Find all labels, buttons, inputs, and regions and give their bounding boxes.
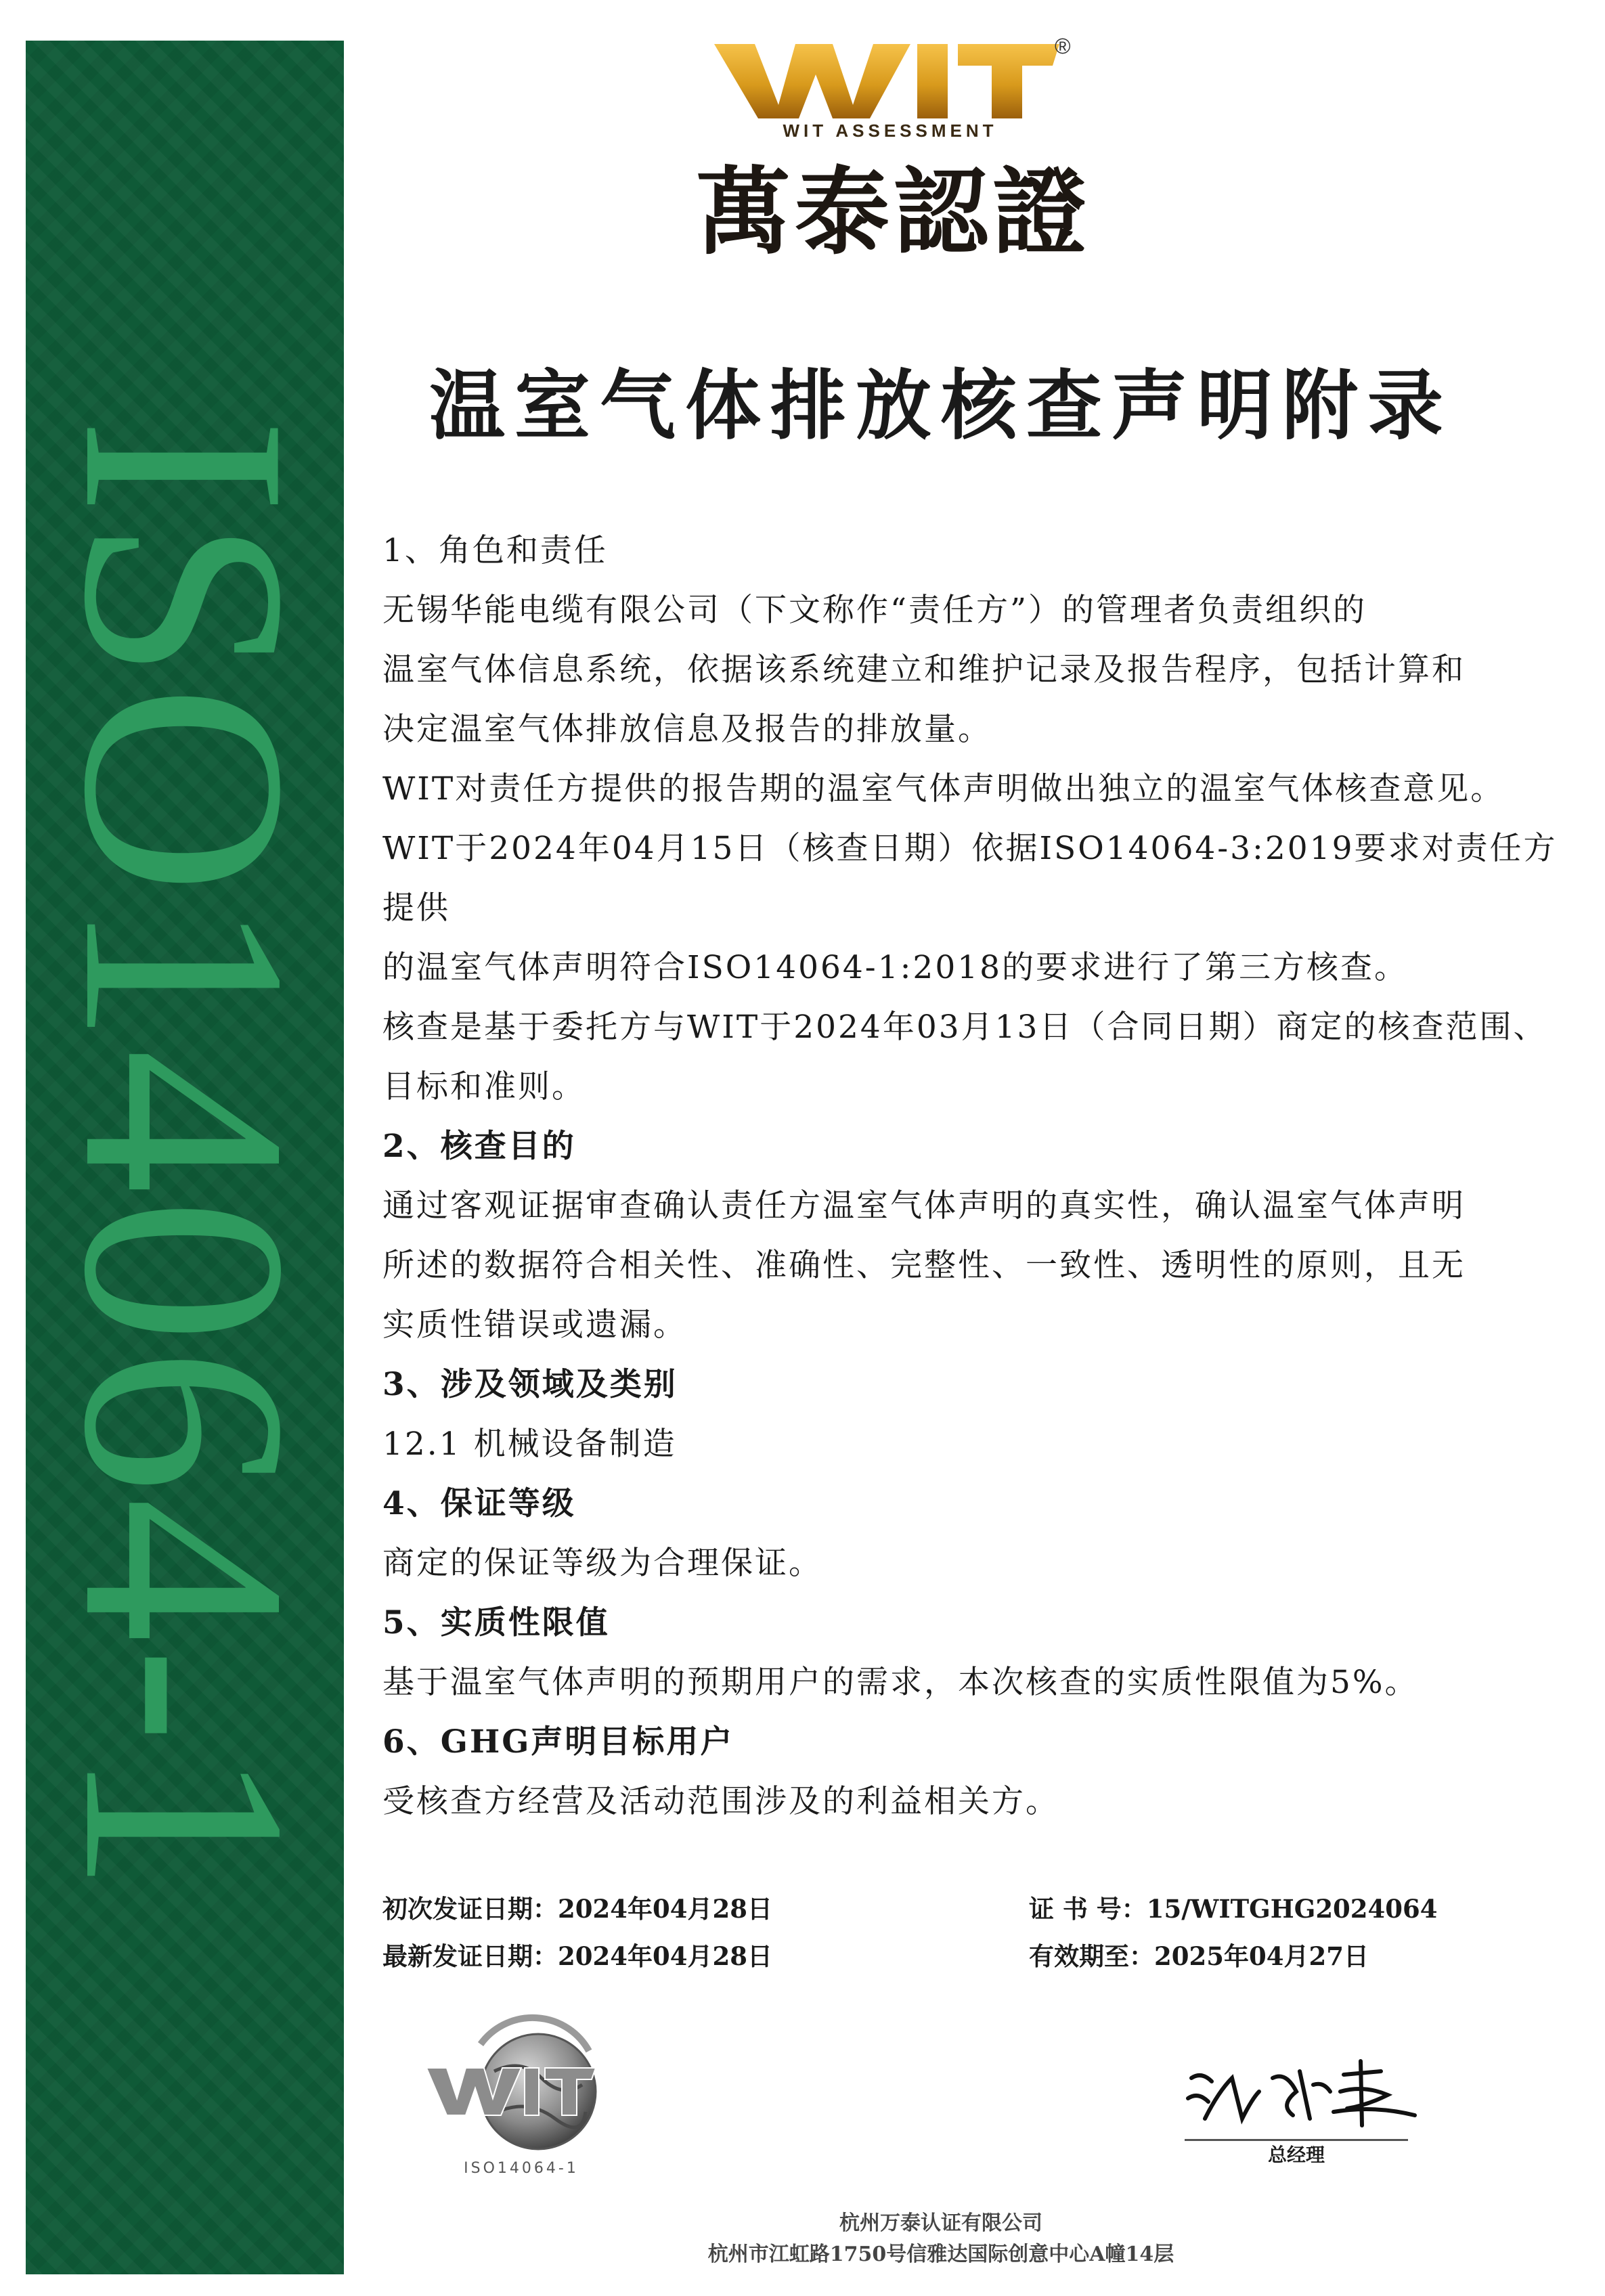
body-line: 12.1 机械设备制造 xyxy=(382,1426,677,1463)
certificate-number xyxy=(1029,1885,1438,1933)
footer-company: 杭州万泰认证有限公司 xyxy=(839,2211,1042,2235)
cert-no-value: 15/WITGHG2024064 xyxy=(1146,1894,1438,1924)
issue-dates xyxy=(382,1885,772,1980)
body-line: 通过客观证据审查确认责任方温室气体声明的真实性，确认温室气体声明 xyxy=(382,1187,1466,1224)
registered-mark: ® xyxy=(1055,34,1071,58)
cert-no-label: 证 书 号： xyxy=(1029,1894,1147,1924)
section-heading: 3、涉及领域及类别 xyxy=(382,1366,678,1403)
latest-issue-value: 2024年04月28日 xyxy=(558,1941,772,1971)
section-heading: 5、实质性限值 xyxy=(382,1604,610,1641)
seal-caption: ISO14064-1 xyxy=(464,2160,579,2177)
body-line: 的温室气体声明符合ISO14064-1:2018的要求进行了第三方核查。 xyxy=(382,949,1409,986)
brand-name-chinese: 萬泰認證 xyxy=(695,158,1091,268)
body-line: 无锡华能电缆有限公司（下文称作“责任方”）的管理者负责组织的 xyxy=(382,592,1367,629)
signature-icon xyxy=(1178,2051,1422,2139)
latest-issue-label: 最新发证日期： xyxy=(382,1941,558,1971)
body-line: 目标和准则。 xyxy=(382,1068,586,1105)
valid-until xyxy=(1029,1933,1438,1980)
certificate-info xyxy=(1029,1885,1438,1980)
valid-until-label: 有效期至： xyxy=(1029,1941,1154,1971)
valid-until-value: 2025年04月27日 xyxy=(1154,1941,1369,1971)
body-line: 1、角色和责任 xyxy=(382,532,608,569)
body-line: 受核查方经营及活动范围涉及的利益相关方。 xyxy=(382,1783,1059,1820)
body-line: 核查是基于委托方与WIT于2024年03月13日（合同日期）商定的核查范围、 xyxy=(382,1009,1547,1046)
logo-subtitle: WIT ASSESSMENT xyxy=(783,120,998,141)
page-title: 温室气体排放核查声明附录 xyxy=(429,362,1453,450)
first-issue-value: 2024年04月28日 xyxy=(558,1894,772,1924)
body-line: 商定的保证等级为合理保证。 xyxy=(382,1545,822,1582)
section-heading: 2、核查目的 xyxy=(382,1128,576,1165)
first-issue-label: 初次发证日期： xyxy=(382,1894,558,1924)
section-heading: 6、GHG声明目标用户 xyxy=(382,1723,734,1761)
body-line: WIT于2024年04月15日（核查日期）依据ISO14064-3:2019要求对责任方提供 xyxy=(382,830,1558,927)
signatory-title: 总经理 xyxy=(1267,2144,1325,2166)
body-line: WIT对责任方提供的报告期的温室气体声明做出独立的温室气体核查意见。 xyxy=(382,770,1505,808)
first-issue-date xyxy=(382,1885,772,1933)
statement-body xyxy=(382,521,1581,1832)
footer-address: 杭州市江虹路1750号信雅达国际创意中心A幢14层 xyxy=(707,2243,1174,2266)
body-line: 实质性错误或遗漏。 xyxy=(382,1306,687,1344)
footer xyxy=(366,2208,1516,2270)
body-line: 温室气体信息系统，依据该系统建立和维护记录及报告程序，包括计算和 xyxy=(382,651,1466,688)
body-line: 所述的数据符合相关性、准确性、完整性、一致性、透明性的原则，且无 xyxy=(382,1247,1466,1284)
section-heading: 4、保证等级 xyxy=(382,1485,576,1522)
body-line: 决定温室气体排放信息及报告的排放量。 xyxy=(382,711,992,748)
latest-issue-date xyxy=(382,1933,772,1980)
body-line: 基于温室气体声明的预期用户的需求，本次核查的实质性限值为5%。 xyxy=(382,1664,1419,1701)
iso-seal-icon xyxy=(420,2004,623,2186)
sidebar-vertical-title: ISO14064-1 xyxy=(24,417,346,1898)
